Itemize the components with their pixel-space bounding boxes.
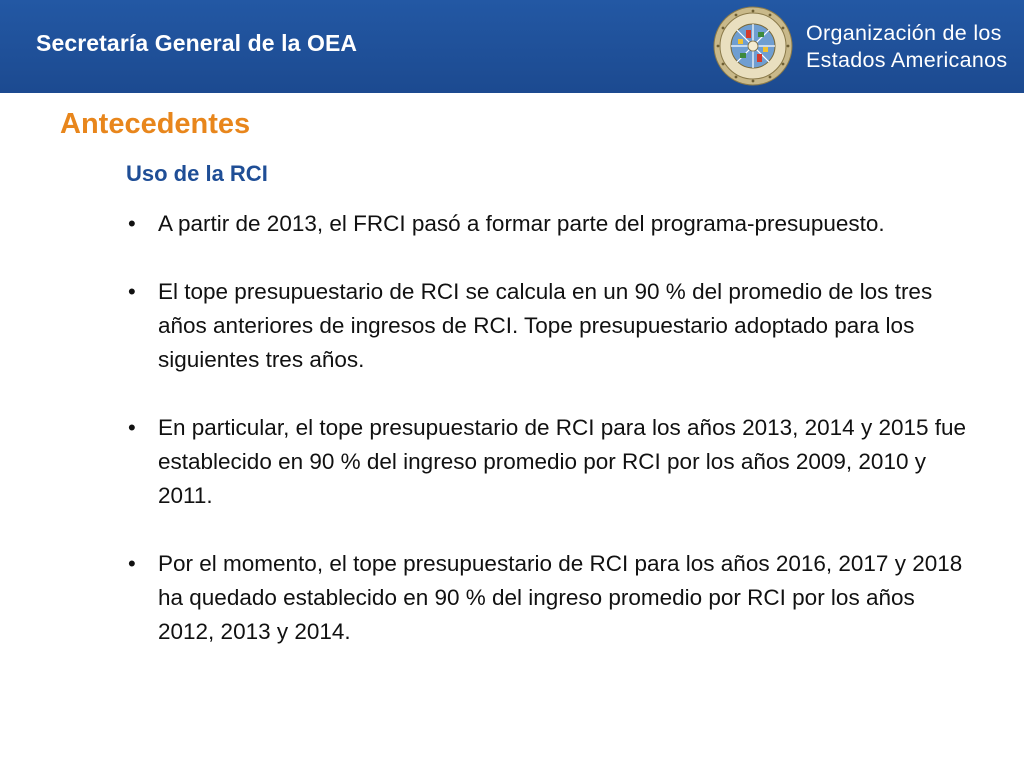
bullet-item (126, 207, 976, 241)
bullet-item (126, 547, 976, 649)
oas-seal-icon (713, 6, 793, 86)
subtitle: Uso de la RCI (126, 161, 268, 186)
bullet-icon: • (128, 211, 136, 236)
bullet-text: En particular, el tope presupuestario de RCI para los años 2013, 2014 y 2015 fue establecido en 90 % del ingreso promedio por RCI por los años 2009, 2010 y 2011. (158, 415, 967, 508)
bullet-icon: • (128, 415, 136, 440)
bullet-text: A partir de 2013, el FRCI pasó a formar parte del programa-presupuesto. (158, 211, 885, 236)
bullet-text: El tope presupuestario de RCI se calcula en un 90 % del promedio de los tres años anteriores de ingresos de RCI. Tope presupuestario adoptado para los siguientes tres años. (158, 279, 933, 372)
organization-name-line1: Organización de los (806, 21, 1002, 45)
header-title: Secretaría General de la OEA (36, 30, 358, 56)
bullet-list (126, 207, 976, 683)
organization-name (806, 20, 1007, 74)
bullet-icon: • (128, 279, 136, 304)
organization-name-line2: Estados Americanos (806, 48, 1008, 72)
section-title: Antecedentes (60, 108, 251, 140)
bullet-item (126, 411, 976, 513)
bullet-icon: • (128, 551, 136, 576)
bullet-item (126, 275, 976, 377)
header-bar (0, 0, 1024, 93)
bullet-text: Por el momento, el tope presupuestario de RCI para los años 2016, 2017 y 2018 ha quedado establecido en 90 % del ingreso promedio por RCI por los años 2012, 2013 y 2014. (158, 551, 963, 644)
